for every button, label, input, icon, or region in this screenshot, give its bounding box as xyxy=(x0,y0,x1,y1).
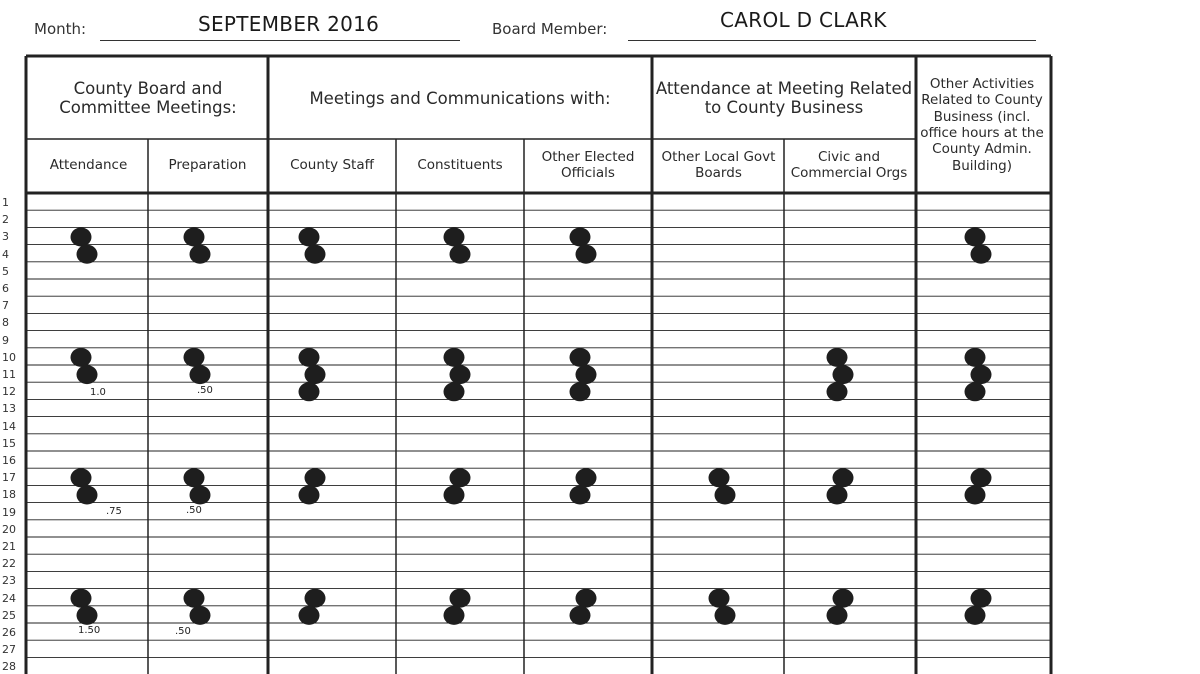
filled-bubble xyxy=(965,606,986,625)
row-number: 24 xyxy=(2,591,16,605)
filled-bubble xyxy=(77,245,98,264)
filled-bubble xyxy=(833,468,854,487)
filled-bubble xyxy=(833,589,854,608)
filled-bubble xyxy=(190,365,211,384)
filled-bubble xyxy=(77,486,98,505)
filled-bubble xyxy=(570,348,591,367)
filled-bubble xyxy=(965,228,986,247)
filled-bubble xyxy=(305,468,326,487)
row-number: 18 xyxy=(2,488,16,502)
filled-bubble xyxy=(833,365,854,384)
filled-bubble xyxy=(299,348,320,367)
filled-bubble xyxy=(715,486,736,505)
row-number: 25 xyxy=(2,608,16,622)
filled-bubble xyxy=(971,589,992,608)
filled-bubble xyxy=(71,228,92,247)
row-number: 23 xyxy=(2,574,16,588)
filled-bubble xyxy=(965,348,986,367)
row-number: 2 xyxy=(2,213,9,227)
filled-bubble xyxy=(971,365,992,384)
hours-note: .75 xyxy=(106,506,122,517)
row-number: 6 xyxy=(2,282,9,295)
row-number: 27 xyxy=(2,643,16,657)
filled-bubble xyxy=(827,606,848,625)
filled-bubble xyxy=(709,468,730,487)
hours-note: 1.0 xyxy=(90,387,106,398)
filled-bubble xyxy=(965,486,986,505)
row-number: 5 xyxy=(2,264,9,278)
group-header-other-activities: Other Activities Related to County Business (incl. office hours at the County Admin. Building) xyxy=(920,75,1044,174)
filled-bubble xyxy=(190,606,211,625)
filled-bubble xyxy=(576,245,597,264)
filled-bubble xyxy=(444,348,465,367)
row-number: 22 xyxy=(2,557,16,571)
group-header-county-board: County Board and Committee Meetings: xyxy=(59,79,237,117)
filled-bubble xyxy=(570,606,591,625)
filled-bubble xyxy=(450,468,471,487)
row-number: 9 xyxy=(2,333,9,347)
filled-bubble xyxy=(190,245,211,264)
filled-bubble xyxy=(444,228,465,247)
filled-bubble xyxy=(190,486,211,505)
board-member-value: CAROL D CLARK xyxy=(720,8,887,32)
hours-note: 1.50 xyxy=(78,625,101,636)
filled-bubble xyxy=(305,589,326,608)
row-number: 17 xyxy=(2,471,16,485)
row-number: 12 xyxy=(2,385,16,399)
column-header-civic-commercial-orgs: Civic and Commercial Orgs xyxy=(790,149,908,181)
filled-bubble xyxy=(570,486,591,505)
filled-bubble xyxy=(971,468,992,487)
board-member-label: Board Member: xyxy=(492,20,608,38)
filled-bubble xyxy=(450,365,471,384)
filled-bubble xyxy=(450,245,471,264)
group-header-meetings-communications: Meetings and Communications with: xyxy=(309,88,611,108)
filled-bubble xyxy=(184,228,205,247)
row-number: 16 xyxy=(2,454,16,467)
filled-bubble xyxy=(715,606,736,625)
filled-bubble xyxy=(570,228,591,247)
row-number: 7 xyxy=(2,299,9,313)
filled-bubble xyxy=(299,606,320,625)
column-header-preparation: Preparation xyxy=(168,157,247,174)
filled-bubble xyxy=(827,486,848,505)
row-number: 28 xyxy=(2,660,16,674)
filled-bubble xyxy=(71,348,92,367)
filled-bubble xyxy=(71,589,92,608)
filled-bubble xyxy=(965,382,986,401)
column-header-other-elected-officials: Other Elected Officials xyxy=(541,149,635,181)
row-number: 1 xyxy=(2,196,9,209)
filled-bubble xyxy=(299,486,320,505)
month-label: Month: xyxy=(34,20,87,38)
filled-bubble xyxy=(71,468,92,487)
filled-bubble xyxy=(827,382,848,401)
filled-bubble xyxy=(971,245,992,264)
row-number: 21 xyxy=(2,540,16,553)
filled-bubble xyxy=(576,589,597,608)
row-number: 4 xyxy=(2,247,9,261)
column-header-county-staff: County Staff xyxy=(290,157,374,174)
filled-bubble xyxy=(576,468,597,487)
column-header-attendance: Attendance xyxy=(49,157,128,174)
filled-bubble xyxy=(444,486,465,505)
filled-bubble xyxy=(444,382,465,401)
row-number: 19 xyxy=(2,505,16,519)
filled-bubble xyxy=(827,348,848,367)
filled-bubble xyxy=(450,589,471,608)
filled-bubble xyxy=(299,382,320,401)
filled-bubble xyxy=(77,606,98,625)
row-number: 10 xyxy=(2,350,16,364)
filled-bubble xyxy=(709,589,730,608)
row-number: 20 xyxy=(2,522,16,536)
hours-note: .50 xyxy=(175,626,191,637)
row-number: 15 xyxy=(2,436,16,450)
filled-bubble xyxy=(305,245,326,264)
column-header-constituents: Constituents xyxy=(417,157,503,174)
row-number: 8 xyxy=(2,316,9,330)
filled-bubble xyxy=(576,365,597,384)
filled-bubble xyxy=(444,606,465,625)
filled-bubble xyxy=(77,365,98,384)
filled-bubble xyxy=(305,365,326,384)
row-number: 13 xyxy=(2,402,16,416)
column-header-other-local-govt-boards: Other Local Govt Boards xyxy=(661,149,776,181)
row-number: 3 xyxy=(2,230,9,244)
filled-bubble xyxy=(299,228,320,247)
hours-note: .50 xyxy=(197,385,213,396)
filled-bubble xyxy=(570,382,591,401)
row-number: 14 xyxy=(2,419,16,433)
attendance-marks xyxy=(71,228,992,625)
filled-bubble xyxy=(184,468,205,487)
row-number: 26 xyxy=(2,626,16,639)
row-number: 11 xyxy=(2,368,16,381)
filled-bubble xyxy=(184,589,205,608)
filled-bubble xyxy=(184,348,205,367)
month-value: SEPTEMBER 2016 xyxy=(198,12,380,36)
hours-note: .50 xyxy=(186,505,202,516)
group-header-attendance-related: Attendance at Meeting Related to County Business xyxy=(655,79,913,117)
